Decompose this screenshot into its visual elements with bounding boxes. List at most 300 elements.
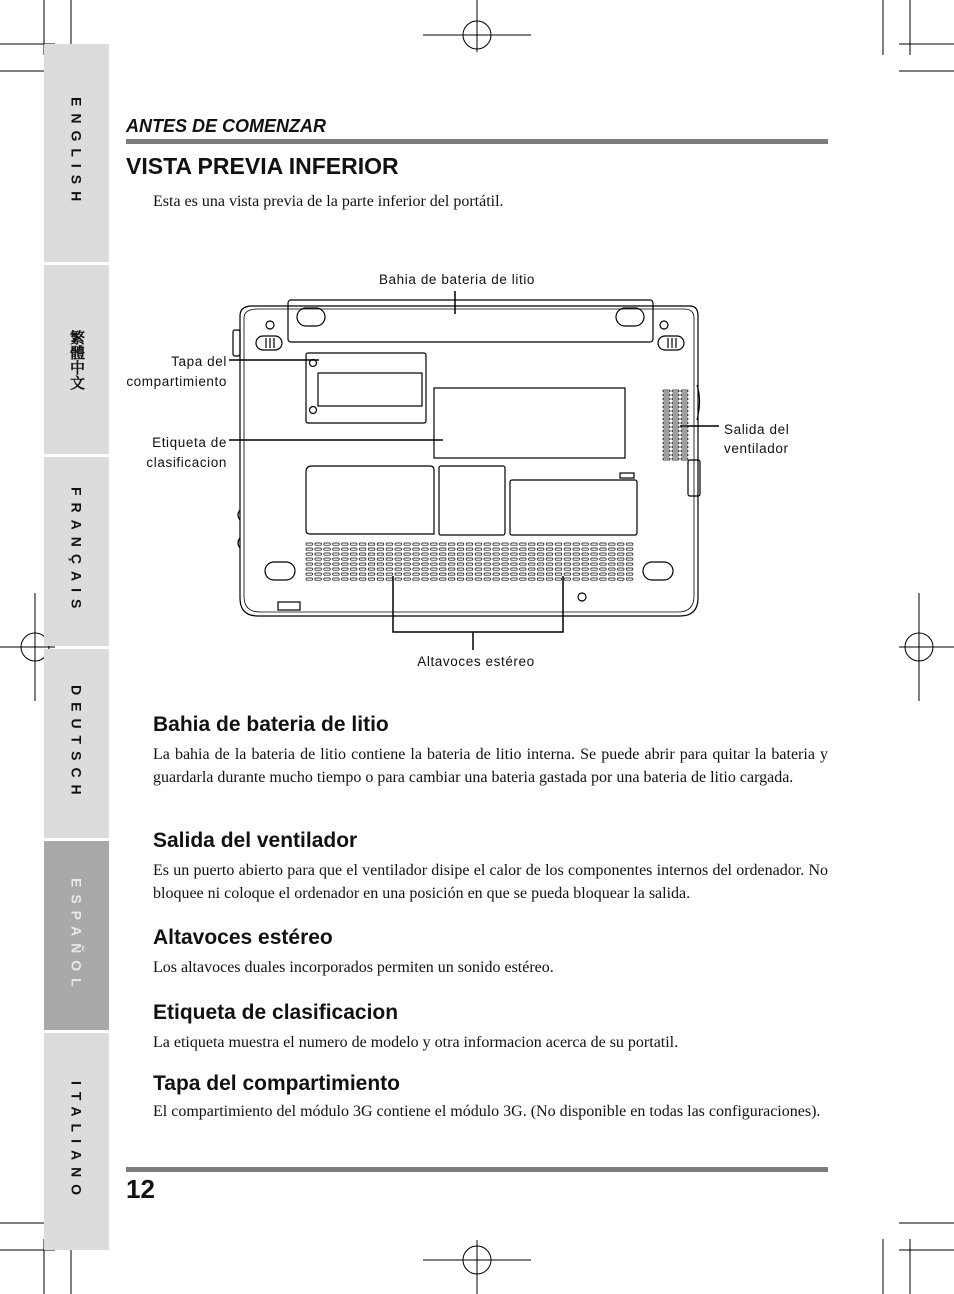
grille-slot — [466, 543, 473, 545]
grille-slot — [386, 578, 393, 580]
grille-slot — [626, 548, 633, 550]
vent-slot — [681, 438, 688, 440]
grille-slot — [609, 573, 616, 575]
vent-slot — [681, 390, 688, 392]
grille-slot — [573, 573, 580, 575]
section-heading: Etiqueta de clasificacion — [153, 1001, 399, 1024]
grille-slot — [520, 578, 527, 580]
grille-slot — [537, 563, 544, 565]
grille-slot — [564, 563, 571, 565]
grille-slot — [306, 578, 313, 580]
grille-slot — [457, 573, 464, 575]
grille-slot — [457, 578, 464, 580]
grille-slot — [448, 548, 455, 550]
grille-slot — [600, 543, 607, 545]
grille-slot — [591, 553, 598, 555]
grille-slot — [315, 563, 322, 565]
grille-slot — [555, 573, 562, 575]
grille-slot — [413, 553, 420, 555]
grille-slot — [368, 548, 375, 550]
vent-slot — [663, 418, 670, 420]
grille-slot — [591, 568, 598, 570]
grille-slot — [582, 568, 589, 570]
grille-slot — [448, 563, 455, 565]
section-body: La etiqueta muestra el numero de modelo y otra informacion acerca de su portatil. — [153, 1034, 679, 1051]
grille-slot — [493, 543, 500, 545]
grille-slot — [315, 553, 322, 555]
grille-slot — [511, 543, 518, 545]
vent-slot — [681, 422, 688, 424]
tab-french[interactable] — [44, 457, 109, 646]
vent-slot — [672, 434, 679, 436]
grille-slot — [422, 578, 429, 580]
grille-slot — [555, 558, 562, 560]
vent-slot — [663, 450, 670, 452]
section-heading: Bahia de bateria de litio — [153, 713, 389, 736]
grille-slot — [582, 563, 589, 565]
grille-slot — [368, 543, 375, 545]
header-rule — [126, 139, 828, 144]
vent-slot — [672, 454, 679, 456]
vent-slot — [663, 394, 670, 396]
grille-slot — [368, 553, 375, 555]
vent-slot — [681, 450, 688, 452]
grille-slot — [591, 548, 598, 550]
grille-slot — [431, 548, 438, 550]
grille-slot — [529, 563, 536, 565]
grille-slot — [466, 573, 473, 575]
grille-slot — [546, 573, 553, 575]
grille-slot — [475, 548, 482, 550]
grille-slot — [546, 543, 553, 545]
grille-slot — [351, 568, 358, 570]
vent-slot — [672, 414, 679, 416]
grille-slot — [502, 543, 509, 545]
grille-slot — [431, 553, 438, 555]
section-heading: Altavoces estéreo — [153, 926, 333, 949]
vent-slot — [681, 446, 688, 448]
grille-slot — [618, 558, 625, 560]
grille-slot — [386, 568, 393, 570]
grille-slot — [368, 573, 375, 575]
grille-slot — [422, 543, 429, 545]
grille-slot — [306, 573, 313, 575]
grille-slot — [600, 553, 607, 555]
tab-traditional-chinese[interactable] — [44, 265, 109, 454]
grille-slot — [537, 558, 544, 560]
page-number: 12 — [126, 1174, 155, 1204]
grille-slot — [315, 558, 322, 560]
grille-slot — [377, 578, 384, 580]
grille-slot — [342, 573, 349, 575]
section-body: Los altavoces duales incorporados permiten un sonido estéreo. — [153, 959, 554, 976]
grille-slot — [520, 563, 527, 565]
grille-slot — [555, 553, 562, 555]
grille-slot — [324, 548, 331, 550]
grille-slot — [324, 568, 331, 570]
grille-slot — [591, 578, 598, 580]
grille-slot — [404, 573, 411, 575]
vent-slot — [663, 402, 670, 404]
language-tabs — [44, 44, 109, 1250]
grille-slot — [573, 548, 580, 550]
grille-slot — [431, 563, 438, 565]
vent-slot — [672, 410, 679, 412]
grille-slot — [573, 543, 580, 545]
grille-slot — [359, 573, 366, 575]
vent-slot — [681, 442, 688, 444]
grille-slot — [448, 558, 455, 560]
grille-slot — [609, 558, 616, 560]
grille-slot — [413, 543, 420, 545]
callout-battery-bay: Bahia de bateria de litio — [378, 272, 536, 287]
grille-slot — [573, 563, 580, 565]
grille-slot — [475, 543, 482, 545]
grille-slot — [315, 573, 322, 575]
grille-slot — [386, 563, 393, 565]
vent-slot — [681, 454, 688, 456]
grille-slot — [493, 568, 500, 570]
grille-slot — [395, 543, 402, 545]
grille-slot — [502, 553, 509, 555]
grille-slot — [386, 543, 393, 545]
grille-slot — [440, 548, 447, 550]
grille-slot — [395, 568, 402, 570]
grille-slot — [564, 568, 571, 570]
grille-slot — [431, 558, 438, 560]
grille-slot — [626, 563, 633, 565]
grille-slot — [324, 553, 331, 555]
grille-slot — [618, 568, 625, 570]
vent-slot — [672, 438, 679, 440]
grille-slot — [609, 568, 616, 570]
callout-cover-line1: Tapa del — [171, 354, 227, 369]
tab-italian[interactable] — [44, 1033, 109, 1250]
grille-slot — [448, 573, 455, 575]
grille-slot — [546, 548, 553, 550]
grille-slot — [573, 553, 580, 555]
grille-slot — [555, 568, 562, 570]
grille-slot — [609, 543, 616, 545]
vent-slot — [681, 458, 688, 460]
grille-slot — [475, 563, 482, 565]
grille-slot — [306, 558, 313, 560]
grille-slot — [493, 578, 500, 580]
grille-slot — [484, 578, 491, 580]
grille-slot — [546, 558, 553, 560]
grille-slot — [537, 578, 544, 580]
grille-slot — [351, 573, 358, 575]
speaker-grille — [306, 543, 633, 580]
grille-slot — [333, 548, 340, 550]
grille-slot — [475, 578, 482, 580]
vent-slot — [663, 406, 670, 408]
section-body: La bahia de la bateria de litio contiene la bateria de litio interna. Se puede abrir para quitar la bateria y guardarla durante mucho tiempo o para cambiar una bateria gastada por una bateria de litio cargada. — [153, 746, 828, 786]
grille-slot — [466, 548, 473, 550]
grille-slot — [475, 553, 482, 555]
grille-slot — [351, 543, 358, 545]
grille-slot — [484, 543, 491, 545]
section-body: Es un puerto abierto para que el ventilador disipe el calor de los componentes internos del ordenador. No bloquee ni coloque el ordenador en una posición en que se pueda bloquear la salida. — [153, 862, 828, 902]
grille-slot — [466, 568, 473, 570]
callout-cover-line2: compartimiento — [126, 374, 227, 389]
grille-slot — [573, 558, 580, 560]
grille-slot — [511, 568, 518, 570]
grille-slot — [546, 568, 553, 570]
grille-slot — [600, 573, 607, 575]
callout-fan-line2: ventilador — [724, 441, 789, 456]
grille-slot — [582, 553, 589, 555]
grille-slot — [520, 543, 527, 545]
grille-slot — [618, 578, 625, 580]
grille-slot — [386, 548, 393, 550]
grille-slot — [395, 578, 402, 580]
vent-slot — [681, 410, 688, 412]
vent-slot — [672, 430, 679, 432]
grille-slot — [457, 553, 464, 555]
grille-slot — [359, 563, 366, 565]
grille-slot — [555, 548, 562, 550]
grille-slot — [342, 563, 349, 565]
grille-slot — [404, 563, 411, 565]
vent-slot — [663, 422, 670, 424]
grille-slot — [511, 548, 518, 550]
grille-slot — [431, 543, 438, 545]
vent-slot — [681, 418, 688, 420]
grille-slot — [582, 548, 589, 550]
grille-slot — [422, 568, 429, 570]
grille-slot — [377, 548, 384, 550]
grille-slot — [493, 573, 500, 575]
grille-slot — [573, 568, 580, 570]
grille-slot — [359, 568, 366, 570]
grille-slot — [609, 578, 616, 580]
grille-slot — [564, 553, 571, 555]
grille-slot — [377, 563, 384, 565]
grille-slot — [502, 558, 509, 560]
grille-slot — [493, 558, 500, 560]
grille-slot — [626, 543, 633, 545]
grille-slot — [537, 568, 544, 570]
grille-slot — [520, 548, 527, 550]
grille-slot — [306, 563, 313, 565]
vent-slot — [672, 426, 679, 428]
grille-slot — [306, 543, 313, 545]
grille-slot — [431, 578, 438, 580]
grille-slot — [591, 558, 598, 560]
grille-slot — [493, 548, 500, 550]
grille-slot — [404, 553, 411, 555]
grille-slot — [395, 563, 402, 565]
grille-slot — [422, 573, 429, 575]
grille-slot — [564, 578, 571, 580]
vent-slot — [663, 454, 670, 456]
grille-slot — [440, 553, 447, 555]
grille-slot — [582, 573, 589, 575]
callout-speakers: Altavoces estéreo — [417, 654, 535, 669]
grille-slot — [511, 558, 518, 560]
grille-slot — [564, 573, 571, 575]
tab-english[interactable] — [44, 44, 109, 262]
grille-slot — [351, 558, 358, 560]
tab-german[interactable] — [44, 649, 109, 838]
grille-slot — [529, 578, 536, 580]
grille-slot — [404, 543, 411, 545]
grille-slot — [457, 543, 464, 545]
grille-slot — [333, 563, 340, 565]
grille-slot — [466, 563, 473, 565]
section-rating-label — [153, 1001, 828, 1054]
grille-slot — [484, 553, 491, 555]
grille-slot — [359, 558, 366, 560]
grille-slot — [475, 573, 482, 575]
grille-slot — [448, 543, 455, 545]
grille-slot — [529, 553, 536, 555]
vent-slot — [672, 390, 679, 392]
grille-slot — [618, 563, 625, 565]
vent-slot — [672, 446, 679, 448]
grille-slot — [351, 578, 358, 580]
grille-slot — [359, 543, 366, 545]
grille-slot — [422, 563, 429, 565]
vent-slot — [663, 458, 670, 460]
grille-slot — [386, 553, 393, 555]
grille-slot — [546, 563, 553, 565]
page-title: VISTA PREVIA INFERIOR — [126, 153, 399, 179]
grille-slot — [457, 558, 464, 560]
grille-slot — [448, 553, 455, 555]
vent-slot — [672, 442, 679, 444]
grille-slot — [324, 573, 331, 575]
intro-text: Esta es una vista previa de la parte inferior del portátil. — [153, 193, 504, 210]
grille-slot — [315, 578, 322, 580]
callout-label-line2: clasificacion — [146, 455, 227, 470]
grille-slot — [457, 563, 464, 565]
grille-slot — [342, 558, 349, 560]
grille-slot — [502, 568, 509, 570]
grille-slot — [440, 578, 447, 580]
vent-slot — [672, 394, 679, 396]
vent-slot — [663, 426, 670, 428]
vent-slot — [663, 438, 670, 440]
grille-slot — [520, 558, 527, 560]
grille-slot — [324, 563, 331, 565]
grille-slot — [333, 553, 340, 555]
callout-fan-line1: Salida del — [724, 422, 790, 437]
grille-slot — [440, 568, 447, 570]
vent-slot — [681, 414, 688, 416]
grille-slot — [502, 548, 509, 550]
grille-slot — [529, 568, 536, 570]
grille-slot — [582, 543, 589, 545]
grille-slot — [448, 568, 455, 570]
grille-slot — [555, 543, 562, 545]
vent-slot — [672, 450, 679, 452]
tab-label: ENGLISH — [68, 97, 85, 209]
grille-slot — [493, 553, 500, 555]
tab-spanish[interactable] — [44, 841, 109, 1030]
section-fan-outlet — [153, 829, 828, 905]
grille-slot — [404, 568, 411, 570]
grille-slot — [395, 558, 402, 560]
grille-slot — [573, 578, 580, 580]
grille-slot — [626, 578, 633, 580]
grille-slot — [315, 543, 322, 545]
grille-slot — [333, 558, 340, 560]
grille-slot — [600, 578, 607, 580]
section-header: ANTES DE COMENZAR — [126, 116, 327, 136]
vent-slot — [663, 430, 670, 432]
vent-slot — [672, 458, 679, 460]
grille-slot — [377, 558, 384, 560]
grille-slot — [600, 558, 607, 560]
grille-slot — [511, 563, 518, 565]
vent-slot — [672, 402, 679, 404]
grille-slot — [520, 568, 527, 570]
footer-rule — [126, 1167, 828, 1172]
grille-slot — [511, 553, 518, 555]
grille-slot — [618, 553, 625, 555]
grille-slot — [529, 548, 536, 550]
grille-slot — [591, 563, 598, 565]
grille-slot — [333, 573, 340, 575]
vent-slot — [663, 442, 670, 444]
vent-slot — [663, 414, 670, 416]
grille-slot — [377, 573, 384, 575]
grille-slot — [395, 573, 402, 575]
grille-slot — [359, 548, 366, 550]
vent-slot — [672, 422, 679, 424]
grille-slot — [333, 543, 340, 545]
grille-slot — [413, 548, 420, 550]
grille-slot — [564, 543, 571, 545]
grille-slot — [555, 563, 562, 565]
grille-slot — [537, 543, 544, 545]
grille-slot — [377, 568, 384, 570]
grille-slot — [359, 553, 366, 555]
tab-label: 繁體中文 — [68, 329, 85, 390]
grille-slot — [618, 543, 625, 545]
grille-slot — [359, 578, 366, 580]
section-body: El compartimiento del módulo 3G contiene el módulo 3G. (No disponible en todas las configuraciones). — [153, 1103, 821, 1120]
grille-slot — [440, 573, 447, 575]
grille-slot — [546, 553, 553, 555]
grille-slot — [484, 573, 491, 575]
grille-slot — [609, 563, 616, 565]
vent-slot — [681, 430, 688, 432]
grille-slot — [342, 543, 349, 545]
grille-slot — [413, 563, 420, 565]
grille-slot — [431, 568, 438, 570]
grille-slot — [466, 558, 473, 560]
grille-slot — [324, 558, 331, 560]
grille-slot — [564, 548, 571, 550]
grille-slot — [342, 568, 349, 570]
grille-slot — [537, 573, 544, 575]
grille-slot — [457, 548, 464, 550]
grille-slot — [351, 553, 358, 555]
tab-label: ITALIANO — [68, 1080, 85, 1203]
grille-slot — [404, 548, 411, 550]
grille-slot — [306, 553, 313, 555]
grille-slot — [368, 578, 375, 580]
section-heading: Salida del ventilador — [153, 829, 358, 852]
grille-slot — [440, 558, 447, 560]
grille-slot — [537, 553, 544, 555]
section-compartment-cover — [153, 1072, 828, 1121]
vent-slot — [672, 406, 679, 408]
grille-slot — [422, 558, 429, 560]
